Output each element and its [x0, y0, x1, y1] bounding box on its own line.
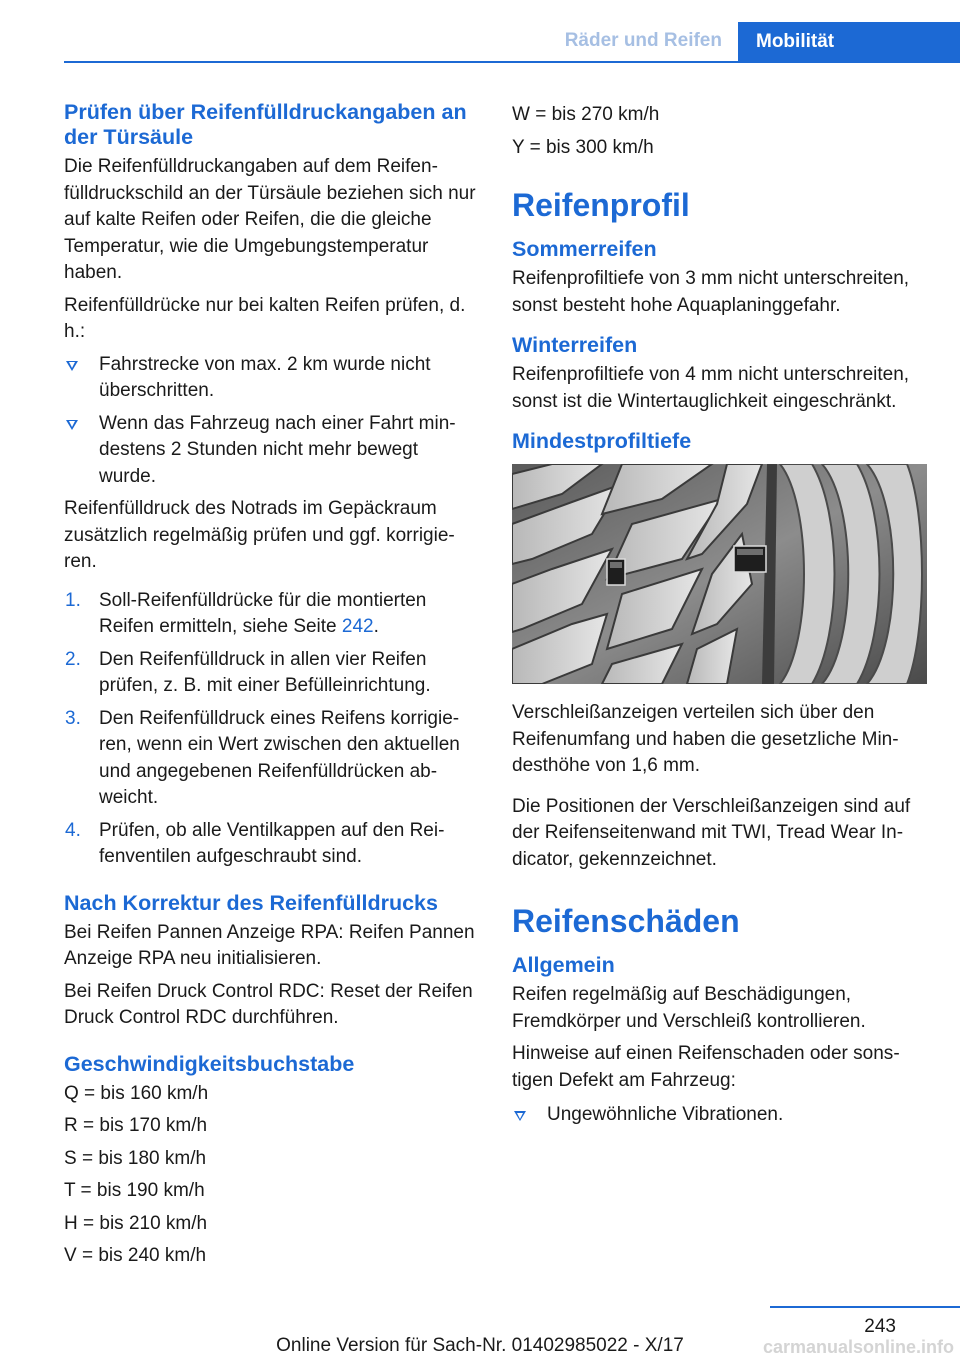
list-item — [64, 818, 479, 871]
heading-winterreifen: Winterreifen — [512, 333, 638, 357]
speed-line: Q = bis 160 km/h — [64, 1082, 209, 1104]
step-text: Den Reifenfülldruck eines Reifens korrigieren, wenn ein Wert zwischen den aktuellen und angegebenen Reifenfülldrücken abweicht. — [99, 707, 460, 808]
list-item-text: Ungewöhnliche Vibrationen. — [547, 1104, 784, 1125]
triangle-bullet-inner — [69, 421, 75, 427]
list-item — [64, 706, 479, 812]
step-text-end: . — [373, 616, 379, 637]
heading-reifenprofil: Reifenprofil — [512, 187, 690, 223]
heading-korrektur: Nach Korrektur des Reifenfülldrucks — [64, 890, 438, 915]
footer-rule — [770, 1306, 960, 1308]
paragraph: Reifenfülldruck des Notrads im Gepäckraum zusätzlich regelmäßig prüfen und ggf. korrigieren. — [64, 498, 455, 572]
speed-line: S = bis 180 km/h — [64, 1147, 207, 1169]
list-item-text: Fahrstrecke von max. 2 km wurde nicht überschritten. — [99, 353, 431, 401]
step-number: 1. — [65, 589, 81, 611]
speed-line: Y = bis 300 km/h — [512, 136, 654, 158]
online-version-note: Online Version für Sach-Nr. 01402985022 - X/17 — [276, 1335, 684, 1356]
paragraph: Bei Reifen Pannen Anzeige RPA: Reifen Pannen Anzeige RPA neu initialisieren. — [64, 921, 475, 969]
paragraph: Reifen regelmäßig auf Beschädigungen, Fremdkörper und Verschleiß kontrollieren. — [512, 984, 866, 1032]
step-text: Prüfen, ob alle Ventilkappen auf den Reifenventilen aufgeschraubt sind. — [99, 819, 445, 867]
paragraph: Verschleißanzeigen verteilen sich über den Reifenumfang und haben die gesetzliche Mindesthöhe von 1,6 mm. — [512, 702, 899, 776]
header-rule — [64, 61, 960, 63]
paragraph: Reifenfülldrücke nur bei kalten Reifen prüfen, d. h.: — [64, 294, 466, 342]
heading-mindestprofiltiefe: Mindestprofiltiefe — [512, 429, 692, 453]
list-item — [64, 647, 479, 700]
left-column — [64, 100, 479, 1276]
speed-line: H = bis 210 km/h — [64, 1212, 208, 1234]
step-text: Den Reifenfülldruck in allen vier Reifen prüfen, z. B. mit einer Befülleinrichtung. — [99, 648, 431, 696]
step-number: 3. — [65, 707, 81, 729]
heading-reifenschaeden: Reifenschäden — [512, 903, 740, 939]
numbered-list — [64, 588, 479, 871]
right-column — [512, 102, 927, 1135]
speed-line: V = bis 240 km/h — [64, 1245, 207, 1266]
step-number: 2. — [65, 648, 81, 670]
heading-pruefen: Prüfen über Reifenfülldruckangaben an der Türsäule — [64, 100, 467, 149]
header-chapter-label: Mobilität — [756, 31, 835, 52]
speed-line: W = bis 270 km/h — [512, 104, 660, 125]
step-text: Soll-Reifenfülldrücke für die montierten Reifen ermitteln, siehe Seite — [99, 589, 427, 637]
list-item — [512, 1102, 927, 1129]
page-link[interactable]: 242 — [341, 616, 374, 637]
bullet-list — [64, 352, 479, 491]
page-header — [0, 0, 960, 62]
paragraph: Reifenprofiltiefe von 3 mm nicht unterschreiten, sonst besteht hohe Aquaplaninggefahr. — [512, 268, 910, 316]
watermark: carmanualsonline.info — [762, 1337, 954, 1357]
tire-tread-wear-indicator-image — [512, 464, 927, 684]
heading-sommerreifen: Sommerreifen — [512, 237, 657, 261]
paragraph: Die Reifenfülldruckangaben auf dem Reifenfülldruckschild an der Türsäule beziehen sich nur auf kalte Reifen oder Reifen, die die gleiche Temperatur, wie die Umgebungstemperatur haben. — [64, 156, 476, 283]
triangle-bullet-inner — [517, 1113, 523, 1119]
header-section-title: Räder und Reifen — [564, 30, 722, 51]
header-chapter-tab — [738, 22, 960, 62]
page-number: 243 — [864, 1316, 896, 1337]
speed-line: T = bis 190 km/h — [64, 1180, 205, 1201]
paragraph: Die Positionen der Verschleißanzeigen sind auf der Reifenseitenwand mit TWI, Tread Wear Indicator, gekennzeichnet. — [512, 795, 911, 870]
step-number: 4. — [65, 819, 81, 841]
bullet-list — [512, 1102, 927, 1129]
list-item-text: Wenn das Fahrzeug nach einer Fahrt mindestens 2 Stunden nicht mehr bewegt wurde. — [99, 412, 456, 487]
list-item — [64, 588, 479, 641]
paragraph: Bei Reifen Druck Control RDC: Reset der Reifen Druck Control RDC durchführen. — [64, 980, 473, 1028]
paragraph: Hinweise auf einen Reifenschaden oder sonstigen Defekt am Fahrzeug: — [512, 1043, 900, 1091]
speed-line: R = bis 170 km/h — [64, 1115, 208, 1136]
heading-allgemein: Allgemein — [512, 953, 615, 977]
triangle-bullet-inner — [69, 362, 75, 368]
heading-speed: Geschwindigkeitsbuchstabe — [64, 1051, 355, 1076]
list-item — [64, 411, 479, 491]
paragraph: Reifenprofiltiefe von 4 mm nicht unterschreiten, sonst ist die Wintertauglichkeit eingeschränkt. — [512, 364, 910, 412]
list-item — [64, 352, 479, 405]
